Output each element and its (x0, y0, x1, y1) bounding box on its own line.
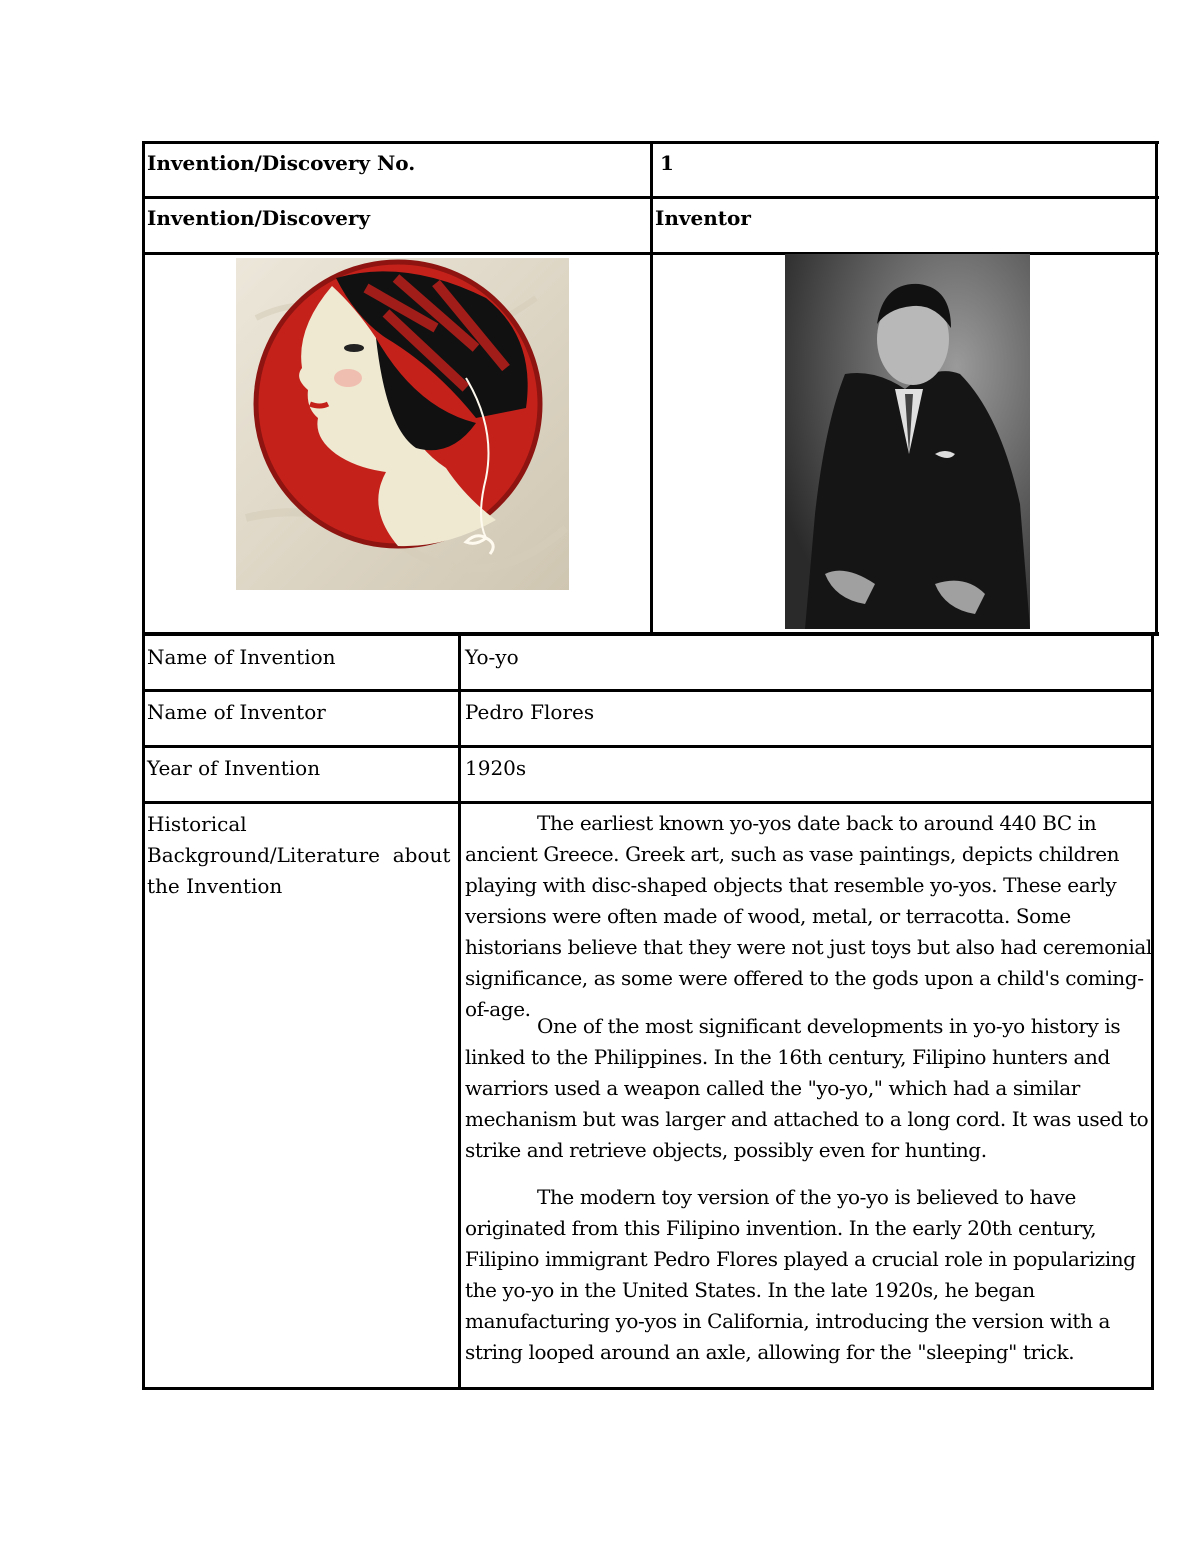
table-border-right (1155, 141, 1158, 635)
yoyo-illustration (236, 258, 569, 590)
inventor-portrait (785, 254, 1030, 629)
year-of-invention-value: 1920s (465, 756, 527, 780)
invention-column-heading: Invention/Discovery (147, 206, 371, 230)
paragraph-text: One of the most significant developments in yo-yo history is linked to the Philippines. In the 16th century, Filipino hunters and warriors used a weapon called the "yo-yo," which had a similar mechanism but was larger and attached to a long cord. It was used to strike and retrieve objects, possibly even for hunting. (465, 1014, 1149, 1162)
table-border (142, 689, 1154, 692)
table-border-left (142, 141, 145, 1390)
invention-number-value: 1 (660, 151, 674, 175)
name-of-inventor-label: Name of Inventor (147, 700, 326, 724)
table-border-mid (458, 636, 461, 1390)
yoyo-image (236, 258, 569, 590)
year-of-invention-label: Year of Invention (147, 756, 321, 780)
historical-paragraph-2 (465, 1011, 1155, 1166)
inventor-column-heading: Inventor (655, 206, 751, 230)
table-border (142, 745, 1154, 748)
historical-label-line-2: Background/Literature about (147, 843, 451, 867)
historical-paragraph-3 (465, 1182, 1155, 1368)
paragraph-text: The earliest known yo-yos date back to around 440 BC in ancient Greece. Greek art, such as vase paintings, depicts children playing with disc-shaped objects that resemble yo-yos. These early versions were often made of wood, metal, or terracotta. Some historians believe that they were not just toys but also had ceremonial significance, as some were offered to the gods upon a child's coming-of-age. (465, 811, 1152, 1021)
name-of-invention-label: Name of Invention (147, 645, 336, 669)
table-border (142, 801, 1154, 804)
name-of-invention-value: Yo-yo (465, 645, 519, 669)
paragraph-text: The modern toy version of the yo-yo is believed to have originated from this Filipino invention. In the early 20th century, Filipino immigrant Pedro Flores played a crucial role in popularizing the yo-yo in the United States. In the late 1920s, he began manufacturing yo-yos in California, introducing the version with a string looped around an axle, allowing for the "sleeping" trick. (465, 1185, 1136, 1364)
historical-paragraph-1 (465, 808, 1155, 1025)
historical-label-line-1: Historical (147, 812, 247, 836)
name-of-inventor-value: Pedro Flores (465, 700, 595, 724)
historical-label-line-3: the Invention (147, 874, 283, 898)
table-border-mid (650, 141, 653, 635)
inventor-illustration (785, 254, 1030, 629)
table-border-bottom (142, 1387, 1154, 1390)
invention-number-label: Invention/Discovery No. (147, 151, 416, 175)
